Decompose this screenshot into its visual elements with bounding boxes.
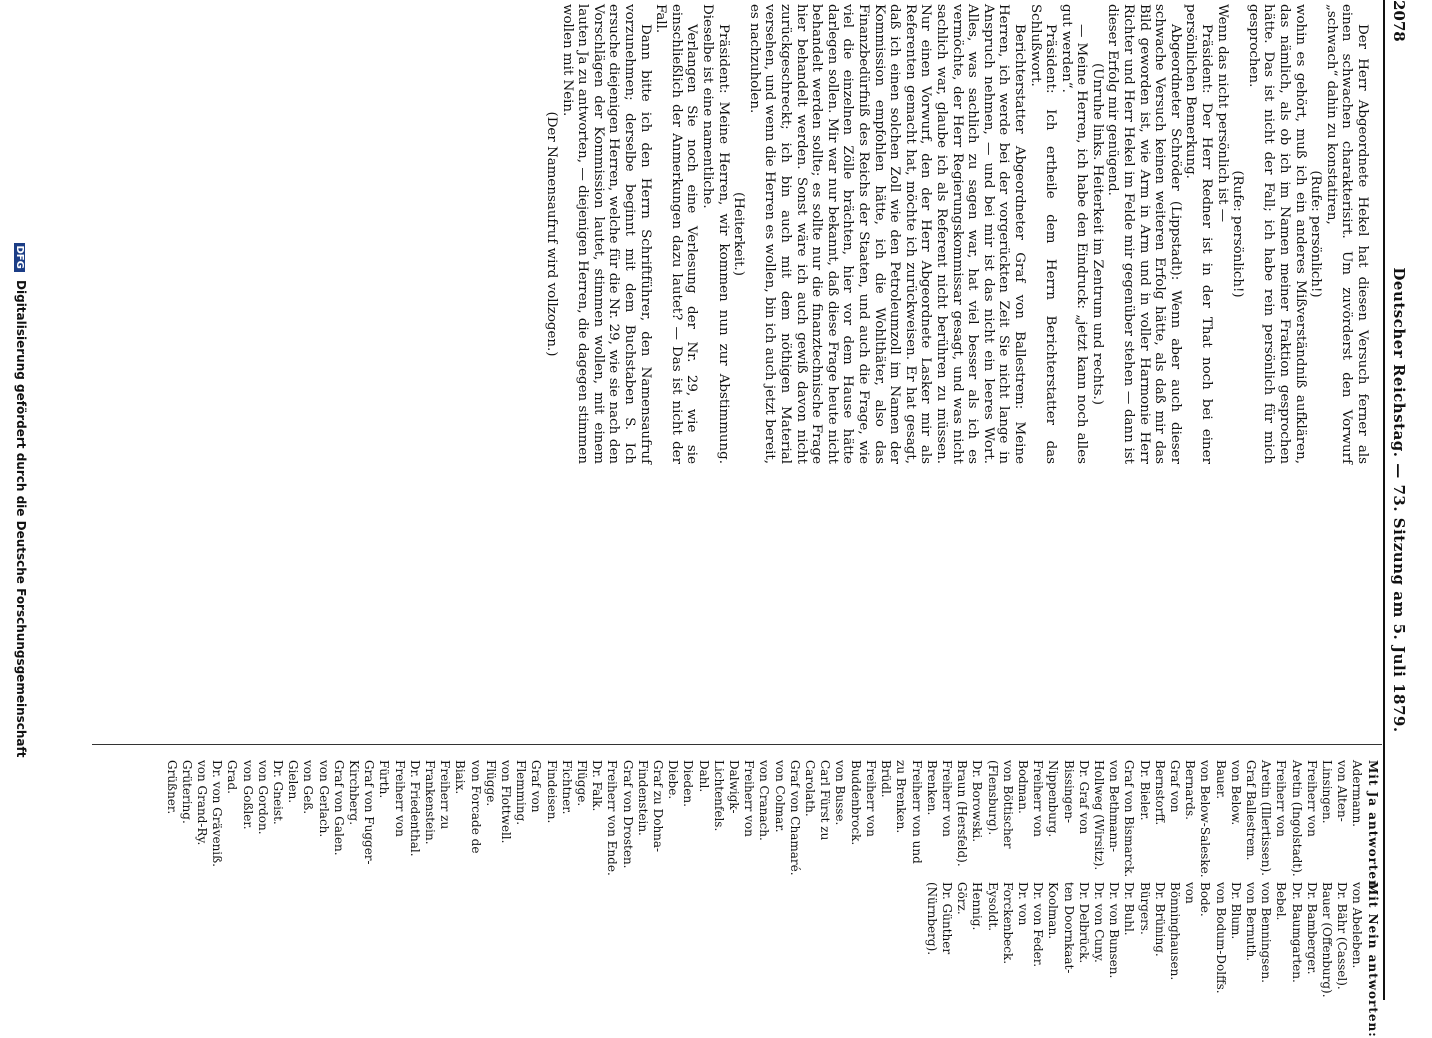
nein-name: Hennig. (970, 882, 985, 931)
ja-name: Findeisen. (544, 760, 559, 824)
header-rule (1383, 0, 1385, 1000)
ja-name: Diebe. (666, 760, 681, 800)
ja-name: Freiherr von Bodman. (1015, 760, 1046, 837)
paragraph: — Meine Herren, ich habe den Eindruck: „jetzt kann noch alles gut werden“. (1058, 4, 1090, 464)
paragraph: Präsident: Der Herr Redner ist in der That noch bei einer persönlichen Bemerkung. (1183, 4, 1215, 464)
ja-name: Bernards. (1183, 760, 1198, 820)
ja-name: Dr. Gneist. (270, 760, 285, 825)
nein-name: Dr. von Feder. (1031, 882, 1046, 968)
ja-name: Graf von Bernstorff. (1152, 760, 1182, 826)
ja-name: Graf zu Dohna-Findenstein. (635, 760, 666, 853)
nein-name: Dr. Günther (Nürnberg). (924, 882, 954, 956)
ja-name: Dahl. (696, 760, 711, 793)
nein-list (924, 882, 1380, 1038)
ja-name: Freiherr zu Frankenstein. (423, 760, 453, 845)
ja-name: Freiherr von Fürth. (377, 760, 407, 837)
page-number: 2078 (1390, 0, 1408, 42)
ja-name: von Below. (1228, 760, 1243, 826)
paragraph: Abgeordneter Schröder (Lippstadt): Wenn aber auch dieser schwache Versuch keinen weiteren Erfolg hätte, als daß mir das Bild geworden ist, wie Arm in Arm und in voller Harmonie Herr Richter und Herr Hekel im Felde mir gegenüber stehen — dann ist dieser Erfolg mir genügend. (1105, 4, 1183, 464)
ja-name: von Gerlach. (316, 760, 331, 838)
nein-name: Dr. Bähr (Cassel). (1335, 882, 1350, 990)
ja-name: Graf von Galen. (331, 760, 346, 856)
nein-name: Görz. (955, 882, 970, 915)
ja-name: Freiherr von und zu Brenken. (894, 760, 924, 864)
nein-name: Dr. von Bunsen. (1107, 882, 1122, 979)
ja-name: Graf von Fugger-Kirchberg. (347, 760, 377, 865)
nein-name: Dr. Baumgarten. (1289, 882, 1304, 983)
ja-name: Flügge. (575, 760, 590, 807)
ja-name: Grad. (225, 760, 240, 794)
nein-name: Eysoldt. (985, 882, 1000, 932)
ja-name: von Busse. (833, 760, 848, 826)
nein-name: Dr. Brüning. (1152, 882, 1167, 957)
paragraph: Wenn das nicht persönlich ist — (1214, 4, 1230, 223)
ja-name: Freiherr von Aretin (Illertissen). (1259, 760, 1289, 876)
nein-name: Dr. von Forckenbeck. (1000, 882, 1030, 965)
ja-name: Flügge. (483, 760, 498, 807)
ja-name: Dr. Borowski. (970, 760, 985, 843)
paragraph: wohin es gehört, muß ich ein anderes Mißverständniß aufklären, das nämlich, als ob ich im Namen meiner Fraktion gesprochen hätte. Das ist nicht der Fall; ich habe rein persönlich für mich gesprochen. (1245, 4, 1308, 464)
interjection: (Rufe: persönlich!) (1308, 170, 1324, 298)
ja-name: von Flottwell. (499, 760, 514, 844)
footer-text: Digitalisierung gefördert durch die Deutsche Forschungsgemeinschaft (14, 280, 28, 758)
nein-name: Dr. Blum. (1228, 882, 1243, 940)
running-title: Deutscher Reichstag. — 73. Sitzung am 5. Juli 1879. (1390, 267, 1408, 733)
ja-name: von Forcade de Biaix. (453, 760, 483, 854)
nein-heading: Mit Nein antworten: (1366, 882, 1380, 1038)
ja-name: Dr. Falk. (590, 760, 605, 812)
paragraph: Präsident: Ich ertheile dem Herrn Berichterstatter das Schlußwort. (1027, 4, 1059, 464)
nein-name: Dr. Bamberger. (1304, 882, 1319, 975)
ja-name: von Below-Saleske. (1198, 760, 1213, 878)
ja-name: von Colmar. (772, 760, 787, 833)
ja-list (163, 760, 1380, 896)
left-column-text (80, 4, 1370, 464)
ja-name: Freiherr von Aretin (Ingolstadt). (1289, 760, 1319, 877)
dfg-logo: DFG (14, 243, 25, 272)
ja-name: Graf von Flemming. (514, 760, 544, 826)
nein-name: von Bodum-Dolffs. (1213, 882, 1228, 994)
nein-name: Dr. Buhl. (1122, 882, 1137, 936)
interjection: (Rufe: persönlich!) (1230, 170, 1246, 298)
ja-name: Braun (Hersfeld). (955, 760, 970, 867)
ja-name: Graf von Bismarck. (1122, 760, 1137, 878)
nein-name: Dr. Delbrück. (1076, 882, 1091, 964)
page-header (1382, 0, 1408, 1000)
ja-name: Carl Fürst zu Carolath. (803, 760, 833, 841)
interjection: (Unruhe links. Heiterkeit im Zentrum und rechts.) (1089, 63, 1105, 405)
nein-name: Bebel. (1274, 882, 1289, 921)
ja-name: Adermann. (1350, 760, 1365, 827)
ja-name: von Alten-Linsingen. (1320, 760, 1350, 824)
ja-name: Grütering. (179, 760, 194, 824)
interjection: (Heiterkeit.) (731, 192, 747, 276)
ja-name: Freiherr von Ende. (605, 760, 620, 876)
ja-names (163, 760, 1364, 878)
ja-heading: Mit Ja antworten: (1366, 760, 1380, 896)
paragraph: Verlangen Sie noch eine Verlesung der Nr. 29, wie sie einschließlich der Anmerkungen dazu lautet? — Das ist nicht der Fall. (653, 4, 700, 464)
ja-name: Fichtner. (559, 760, 574, 815)
nein-name: Dr. von Cuny. (1091, 882, 1106, 963)
footer-credit (4, 0, 28, 1000)
ja-name: Dieden. (681, 760, 696, 807)
interjection: (Der Namensaufruf wird vollzogen.) (544, 111, 560, 357)
ja-name: Dr. Graf von Bissingen-Nippenburg. (1046, 760, 1091, 838)
nein-name: ten Doornkaat-Koolman. (1046, 882, 1076, 974)
ja-name: Brüdl. (879, 760, 894, 798)
ja-name: Dr. von Gräveniß. (210, 760, 225, 867)
nein-name: von Bönninghausen. (1167, 882, 1198, 981)
nein-name: Bauer (Offenburg). (1320, 882, 1334, 998)
nein-name: von Benningsen. (1259, 882, 1274, 983)
ja-name: Bauer. (1213, 760, 1228, 800)
ja-name: von Goßler. (240, 760, 255, 830)
nein-name: Bode. (1198, 882, 1213, 917)
voting-lists (90, 760, 1380, 1038)
ja-name: Graf Ballestrem. (1243, 760, 1258, 861)
ja-name: Freiherr von Buddenbrock. (848, 760, 878, 846)
ja-name: von Böttischer (Flensburg). (985, 760, 1015, 849)
paragraph: Berichterstatter Abgeordneter Graf von Ballestrem: Meine Herren, ich werde bei der vorgerückten Zeit Sie nicht lange in Anspruch nehmen, — und bei mir ist das nicht ein leeres Wort. Alles, was sachlich zu sagen war, hat viel besser als ich es vermöchte, der Herr Regierungskommissar gesagt, und was nicht sachlich war, glaube ich als Referent nicht berühren zu müssen. Nur einen Vorwurf, den der Herr Abgeordnete Lasker mir als Referenten gemacht hat, möchte ich zurückweisen. Er hat gesagt, daß ich einen solchen Zoll wie den Petroleumzoll im Namen der Kommission empfohlen hätte, ich die Wohlthäter, also das Finanzbedürfniß des Reichs der Staaten, und auch die Frage, wie viel die einzelnen Zölle brächten, hier vor dem Hause hätte darlegen sollen. Mir war nur bekannt, daß diese Frage heute nicht behandelt werden sollte; es sollte nur die finanztechnische Frage hier behandelt werden. Sonst wäre ich auch gewiß davon nicht zurückgeschreckt; ich bin auch mit dem nöthigen Material versehen, und wenn die Herren es wollen, bin ich auch jetzt bereit, es nachzuholen. (746, 4, 1027, 464)
column-divider (92, 744, 1382, 745)
ja-name: Dr. Bieler. (1137, 760, 1152, 821)
ja-name: von Geß. (301, 760, 316, 815)
paragraph: Der Herr Abgeordnete Hekel hat diesen Versuch ferner als einen schwachen charakterisirt. Um zuvörderst den Vorwurf „schwach“ dahin zu konstatiren, (1323, 4, 1370, 464)
ja-name: von Gordon. (255, 760, 270, 835)
ja-name: von Grand-Ry. (194, 760, 209, 846)
ja-name: von Cranach. (757, 760, 772, 841)
ja-name: von Bethmann-Hollweg (Wirsitz). (1091, 760, 1122, 871)
ja-name: Grüßner. (164, 760, 179, 815)
ja-name: Graf von Drosten. (620, 760, 635, 869)
ja-name: Freiherr von Dalwigk-Lichtenfels. (711, 760, 757, 837)
paragraph: Dann bitte ich den Herrn Schriftführer, den Namensaufruf vorzunehmen; derselbe beginnt mit dem Buchstaben S. Ich ersuche diejenigen Herren, welche für die Nr. 29, wie sie nach den Vorschlägen der Kommission lautet, stimmen wollen, mit einem lauten Ja zu antworten, — diejenigen Herren, die dagegen stimmen wollen mit Nein. (559, 4, 653, 464)
nein-name: von Abeleben. (1350, 882, 1365, 969)
ja-name: Dr. Friedenthal. (407, 760, 422, 857)
ja-name: Graf von Chamaré. (787, 760, 802, 876)
paragraph: Präsident: Meine Herren, wir kommen nun zur Abstimmung. Dieselbe ist eine namentliche. (700, 4, 731, 464)
nein-name: Bürgers. (1137, 882, 1152, 935)
ja-name: Gielen. (286, 760, 301, 804)
ja-name: Freiherr von Brenken. (924, 760, 954, 837)
nein-name: von Bernuth. (1243, 882, 1258, 962)
